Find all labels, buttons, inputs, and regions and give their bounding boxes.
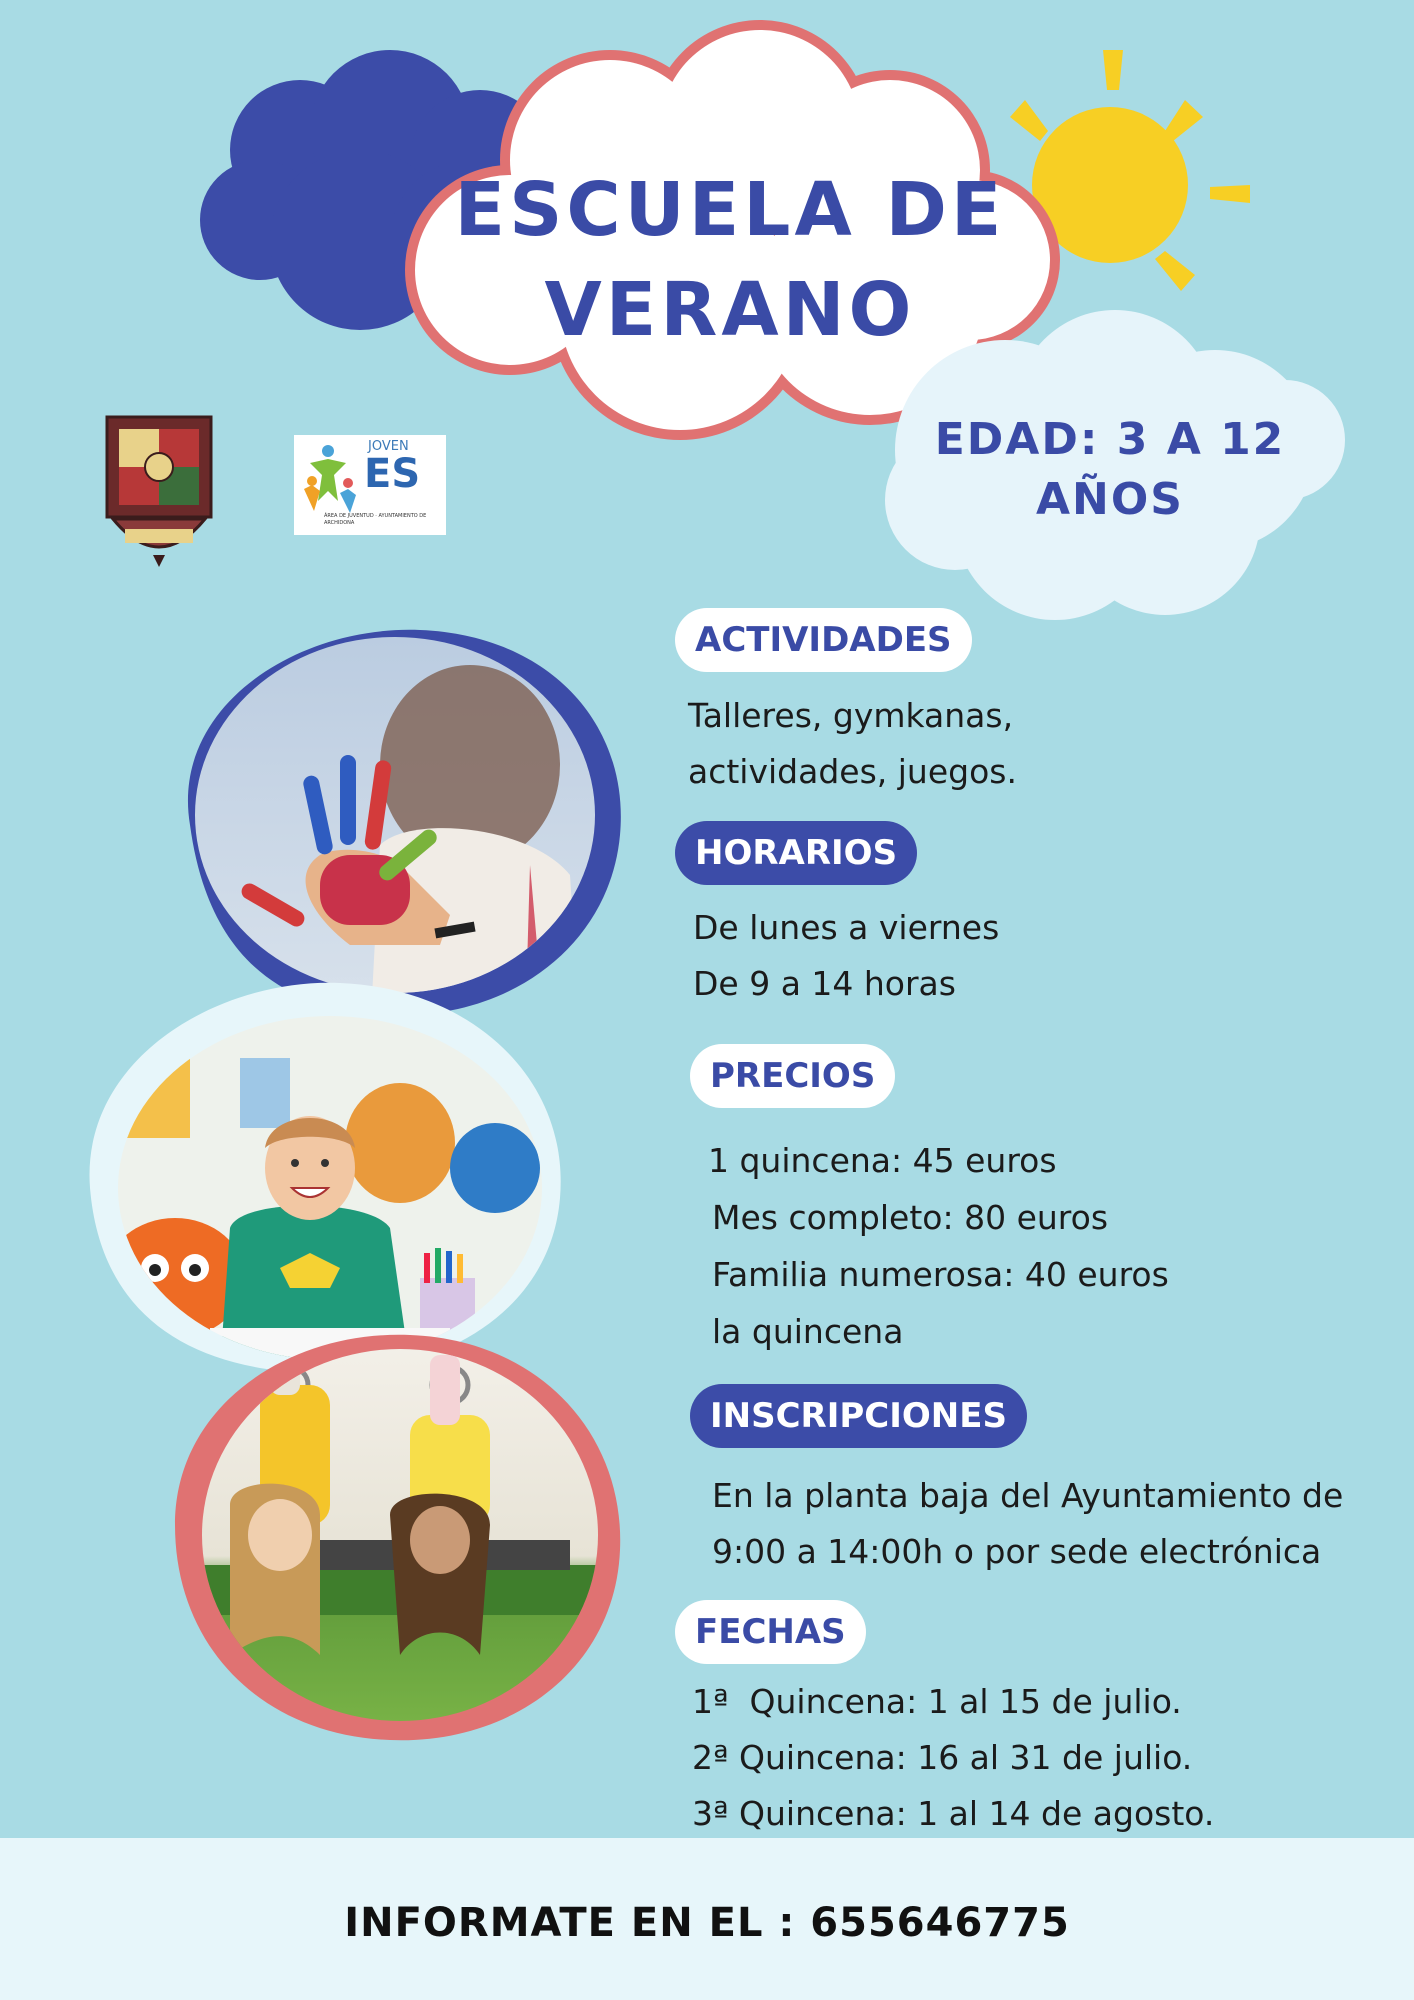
age-line-2: AÑOS — [1036, 474, 1184, 525]
fechas-badge: FECHAS — [675, 1600, 866, 1664]
precios-badge: PRECIOS — [690, 1044, 895, 1108]
inscripciones-badge: INSCRIPCIONES — [690, 1384, 1027, 1448]
inscripciones-line-2: 9:00 a 14:00h o por sede electrónica — [712, 1532, 1322, 1571]
fechas-line-1: 1ª Quincena: 1 al 15 de julio. — [692, 1682, 1182, 1721]
actividades-line-1: Talleres, gymkanas, — [688, 696, 1014, 735]
joven-logo-top: JOVEN — [368, 439, 409, 454]
page-title — [440, 160, 1020, 360]
actividades-text — [688, 688, 1017, 800]
age-label — [920, 410, 1300, 530]
precios-line-4: la quincena — [712, 1312, 904, 1351]
precios-line-2: Mes completo: 80 euros — [712, 1198, 1109, 1237]
fechas-line-3: 3ª Quincena: 1 al 14 de agosto. — [692, 1794, 1215, 1833]
actividades-badge: ACTIVIDADES — [675, 608, 972, 672]
precios-line-1: 1 quincena: 45 euros — [708, 1141, 1057, 1180]
age-line-1: EDAD: 3 A 12 — [934, 414, 1286, 465]
title-line-2: VERANO — [544, 267, 916, 353]
inscripciones-line-1: En la planta baja del Ayuntamiento de — [712, 1476, 1344, 1515]
precios-line-3: Familia numerosa: 40 euros — [712, 1255, 1169, 1294]
contact-phone: INFORMATE EN EL : 655646775 — [344, 1900, 1070, 1946]
precios-text — [708, 1132, 1169, 1360]
actividades-line-2: actividades, juegos. — [688, 752, 1017, 791]
horarios-badge: HORARIOS — [675, 821, 917, 885]
title-line-1: ESCUELA DE — [454, 167, 1006, 253]
joven-logo-caption: ÁREA DE JUVENTUD · AYUNTAMIENTO DE ARCHIDONA — [324, 513, 427, 526]
coat-of-arms-icon — [105, 415, 213, 570]
fechas-text — [692, 1674, 1214, 1842]
horarios-text — [693, 900, 999, 1012]
painted-hand-photo — [150, 615, 640, 1025]
joven-es-logo — [294, 435, 446, 535]
fechas-line-2: 2ª Quincena: 16 al 31 de julio. — [692, 1738, 1193, 1777]
joven-es-figures-icon — [300, 441, 360, 521]
inscripciones-text — [712, 1468, 1343, 1580]
horarios-line-1: De lunes a viernes — [693, 908, 1000, 947]
joven-logo-main: ES — [364, 451, 421, 497]
horarios-line-2: De 9 a 14 horas — [693, 964, 956, 1003]
girls-playground-photo — [170, 1325, 630, 1745]
